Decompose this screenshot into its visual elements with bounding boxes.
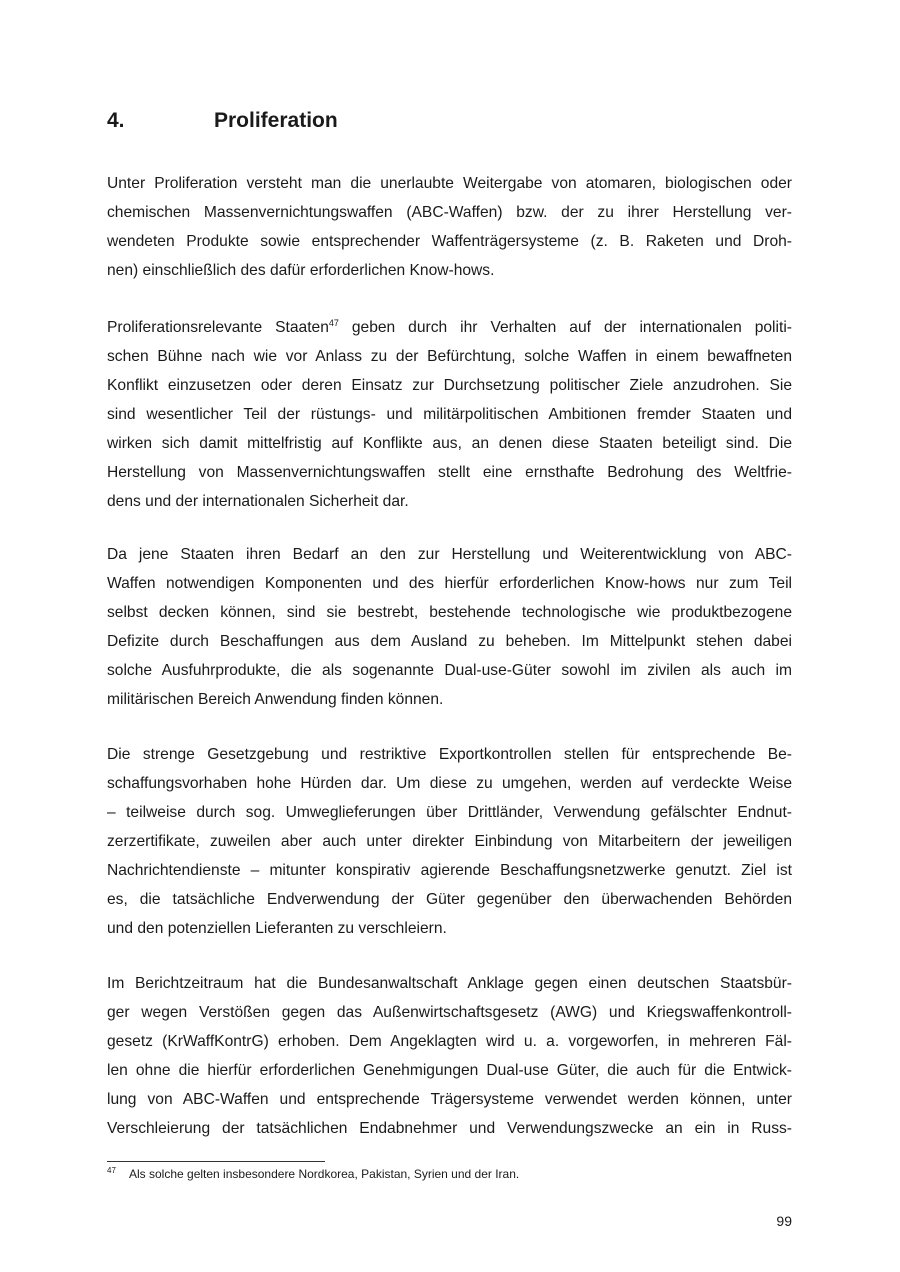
paragraph-line: chemischen Massenvernichtungswaffen (ABC-Waffen) bzw. der zu ihrer Herstellung ver- xyxy=(107,204,792,221)
paragraph-line: schen Bühne nach wie vor Anlass zu der Befürchtung, solche Waffen in einem bewaffneten xyxy=(107,348,792,365)
paragraph-line: selbst decken können, sind sie bestrebt, bestehende technologische wie produktbezogene xyxy=(107,604,792,621)
paragraph-3 xyxy=(107,540,792,714)
paragraph-line: len ohne die hierfür erforderlichen Genehmigungen Dual-use Güter, die auch für die Entwick- xyxy=(107,1062,792,1079)
paragraph-line: – teilweise durch sog. Umweglieferungen über Drittländer, Verwendung gefälschter Endnut- xyxy=(107,804,792,821)
paragraph-line: es, die tatsächliche Endverwendung der Güter gegenüber den überwachenden Behörden xyxy=(107,891,792,908)
paragraph-line: Unter Proliferation versteht man die unerlaubte Weitergabe von atomaren, biologischen oder xyxy=(107,175,792,192)
paragraph-line: dens und der internationalen Sicherheit dar. xyxy=(107,493,409,510)
footnote-text: Als solche gelten insbesondere Nordkorea, Pakistan, Syrien und der Iran. xyxy=(129,1167,520,1181)
section-number: 4. xyxy=(107,109,125,132)
paragraph-line: sind wesentlicher Teil der rüstungs- und militärpolitischen Ambitionen fremder Staaten und xyxy=(107,406,792,423)
paragraph-line: nen) einschließlich des dafür erforderlichen Know-hows. xyxy=(107,262,495,279)
paragraph-line: ger wegen Verstößen gegen das Außenwirtschaftsgesetz (AWG) und Kriegswaffenkontroll- xyxy=(107,1004,792,1021)
paragraph-line: wendeten Produkte sowie entsprechender Waffenträgersysteme (z. B. Raketen und Droh- xyxy=(107,233,792,250)
paragraph-5 xyxy=(107,969,792,1143)
section-title: Proliferation xyxy=(214,109,338,132)
page-number: 99 xyxy=(776,1213,792,1229)
paragraph-line: schaffungsvorhaben hohe Hürden dar. Um diese zu umgehen, werden auf verdeckte Weise xyxy=(107,775,792,792)
paragraph-line: militärischen Bereich Anwendung finden können. xyxy=(107,691,444,708)
paragraph-line: Konflikt einzusetzen oder deren Einsatz zur Durchsetzung politischer Ziele anzudrohen. Sie xyxy=(107,377,792,394)
paragraph-2 xyxy=(107,313,792,516)
footnote-divider xyxy=(107,1161,325,1162)
paragraph-line: lung von ABC-Waffen und entsprechende Trägersysteme verwendet werden können, unter xyxy=(107,1091,792,1108)
paragraph-line: und den potenziellen Lieferanten zu verschleiern. xyxy=(107,920,447,937)
paragraph-line: Waffen notwendigen Komponenten und des hierfür erforderlichen Know-hows nur zum Teil xyxy=(107,575,792,592)
footnote-reference[interactable]: 47 xyxy=(328,318,339,328)
paragraph-line: Die strenge Gesetzgebung und restriktive Exportkontrollen stellen für entsprechende Be- xyxy=(107,746,792,763)
paragraph-line-part: geben durch ihr Verhalten auf der internationalen politi- xyxy=(338,319,792,336)
paragraph-line: solche Ausfuhrprodukte, die als sogenannte Dual-use-Güter sowohl im zivilen als auch im xyxy=(107,662,792,679)
paragraph-line-with-footnote xyxy=(107,313,792,342)
paragraph-line: Defizite durch Beschaffungen aus dem Ausland zu beheben. Im Mittelpunkt stehen dabei xyxy=(107,633,792,650)
paragraph-line: Im Berichtzeitraum hat die Bundesanwaltschaft Anklage gegen einen deutschen Staatsbür- xyxy=(107,975,792,992)
section-heading xyxy=(107,108,338,134)
paragraph-4 xyxy=(107,740,792,943)
paragraph-line: Verschleierung der tatsächlichen Endabnehmer und Verwendungszwecke an ein in Russ- xyxy=(107,1120,792,1137)
paragraph-line: Nachrichtendienste – mitunter konspirativ agierende Beschaffungsnetzwerke genutzt. Ziel ist xyxy=(107,862,792,879)
paragraph-line: Da jene Staaten ihren Bedarf an den zur Herstellung und Weiterentwicklung von ABC- xyxy=(107,546,792,563)
paragraph-line-part: Proliferationsrelevante Staaten xyxy=(107,319,329,336)
paragraph-1 xyxy=(107,169,792,285)
paragraph-line: gesetz (KrWaffKontrG) erhoben. Dem Angeklagten wird u. a. vorgeworfen, in mehreren Fäl- xyxy=(107,1033,792,1050)
paragraph-line: Herstellung von Massenvernichtungswaffen stellt eine ernsthafte Bedrohung des Weltfrie- xyxy=(107,464,792,481)
footnote-number: 47 xyxy=(107,1166,116,1175)
footnote xyxy=(107,1166,519,1182)
paragraph-line: wirken sich damit mittelfristig auf Konflikte aus, an denen diese Staaten beteiligt sind. Die xyxy=(107,435,792,452)
paragraph-line: zerzertifikate, zuweilen aber auch unter direkter Einbindung von Mitarbeitern der jeweiligen xyxy=(107,833,792,850)
